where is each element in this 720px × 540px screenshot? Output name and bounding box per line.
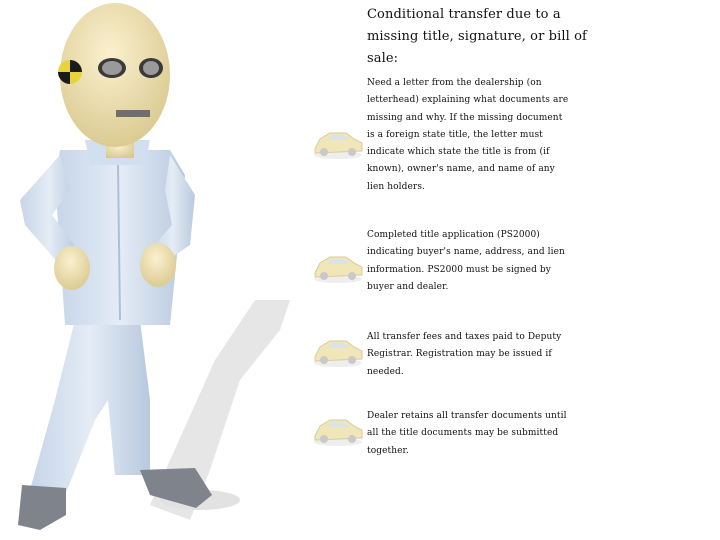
list-item-text: Completed title application (PS2000) indicating buyer's name, address, and lien information. PS2000 must be signed by buyer and dealer. bbox=[367, 230, 565, 292]
list-item-text: All transfer fees and taxes paid to Deputy Registrar. Registration may be issued if needed. bbox=[367, 332, 562, 377]
car-bullet-icon bbox=[310, 333, 366, 369]
page-title: Conditional transfer due to a missing title, signature, or bill of sale: bbox=[367, 7, 587, 66]
car-bullet-icon bbox=[310, 412, 366, 448]
list-item-text: Dealer retains all transfer documents until all the title documents may be submitted together. bbox=[367, 411, 567, 456]
crash-test-dummy-figure bbox=[0, 0, 300, 540]
list-item-text: Need a letter from the dealership (on letterhead) explaining what documents are missing and why. If the missing document is a foreign state title, the letter must indicate which state the title is from (if known), owner's name, and name of any lien holders. bbox=[367, 78, 569, 192]
car-bullet-icon bbox=[310, 249, 366, 285]
car-bullet-icon bbox=[310, 125, 366, 161]
